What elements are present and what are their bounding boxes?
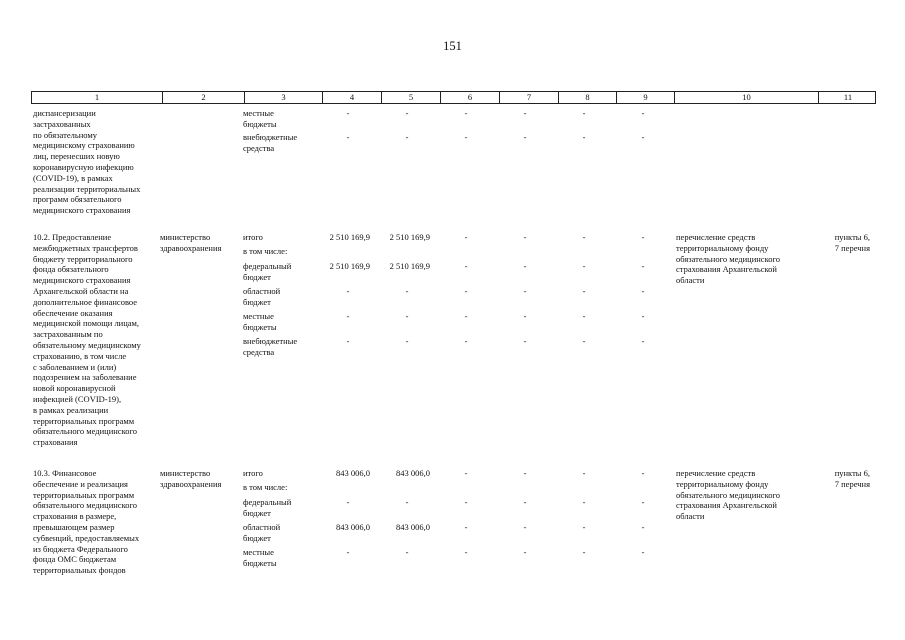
dash-cell: -	[405, 286, 409, 296]
amount-cell: 2 510 169,9	[389, 232, 430, 242]
executor-line: министерство	[160, 468, 211, 478]
dash-cell: -	[523, 132, 527, 142]
measure-name-line: в рамках реализации	[33, 404, 109, 415]
measure-name-line: 10.3. Финансовое	[33, 468, 97, 478]
dash-cell: -	[464, 547, 468, 557]
result-line: перечисление средств	[676, 468, 756, 478]
measure-name-line: застрахованным по	[33, 329, 103, 340]
dash-cell: -	[464, 336, 468, 346]
dash-cell: -	[582, 497, 586, 507]
dash-cell: -	[582, 261, 586, 271]
measure-name-line: обязательного медицинского	[33, 426, 138, 437]
dash-cell: -	[346, 547, 350, 557]
result-line: страхования Архангельской	[676, 500, 777, 511]
dash-cell: -	[582, 232, 586, 242]
dash-cell: -	[464, 108, 468, 118]
measure-name-line: медицинского страхования	[33, 205, 131, 216]
result-line: обязательного медицинского	[676, 489, 781, 500]
dash-cell: -	[405, 547, 409, 557]
measure-name-line: коронавирусную инфекцию	[33, 162, 134, 172]
measure-name-line: территориальных фондов	[33, 565, 126, 576]
dash-cell: -	[346, 132, 350, 142]
measure-name-line: инфекцией (COVID-19),	[33, 394, 122, 404]
result-line: области	[676, 511, 705, 522]
dash-cell: -	[405, 311, 409, 321]
dash-cell: -	[582, 311, 586, 321]
amount-cell: 843 006,0	[336, 468, 370, 478]
dash-cell: -	[405, 108, 409, 118]
result-line: перечисление средств	[676, 232, 756, 242]
measure-name-line: территориальных программ	[33, 415, 135, 426]
measure-name-line: дополнительное финансовое	[33, 296, 138, 307]
measure-name-line: реализации территориальных	[33, 183, 141, 194]
dash-cell: -	[582, 286, 586, 296]
column-header-11: 11	[818, 92, 877, 103]
column-header-5: 5	[381, 92, 440, 103]
dash-cell: -	[523, 286, 527, 296]
funding-source-line: бюджеты	[243, 118, 277, 129]
dash-cell: -	[346, 497, 350, 507]
measure-name-line: бюджету территориального	[33, 253, 133, 264]
dash-cell: -	[641, 286, 645, 296]
reference-line: 7 перечня	[834, 478, 870, 489]
result-line: области	[676, 275, 705, 286]
funding-source-line: внебюджетные	[243, 132, 298, 142]
dash-cell: -	[464, 261, 468, 271]
funding-source-line: местные	[243, 547, 274, 557]
dash-cell: -	[641, 132, 645, 142]
amount-cell: 2 510 169,9	[329, 232, 370, 242]
measure-name-line: медицинской помощи лицам,	[33, 318, 140, 329]
page-number: 151	[443, 39, 462, 53]
dash-cell: -	[464, 232, 468, 242]
executor-line: здравоохранения	[160, 478, 222, 489]
amount-cell: 2 510 169,9	[329, 261, 370, 271]
dash-cell: -	[464, 468, 468, 478]
column-header-4: 4	[322, 92, 381, 103]
reference-line: пункты 6,	[834, 232, 870, 242]
funding-source-line: бюджет	[243, 296, 271, 307]
funding-source-line: бюджеты	[243, 321, 277, 332]
column-header-3: 3	[244, 92, 322, 103]
dash-cell: -	[405, 336, 409, 346]
measure-name-line: территориальных программ	[33, 489, 135, 500]
funding-source-line: средства	[243, 142, 275, 153]
funding-source-line: федеральный	[243, 497, 292, 507]
measure-name-line: обеспечение оказания	[33, 307, 113, 318]
dash-cell: -	[346, 108, 350, 118]
funding-source-line: областной	[243, 286, 281, 296]
column-header-1: 1	[94, 92, 100, 102]
dash-cell: -	[641, 497, 645, 507]
result-line: территориальному фонду	[676, 478, 769, 489]
measure-name-line: субвенций, предоставляемых	[33, 532, 140, 543]
dash-cell: -	[582, 336, 586, 346]
dash-cell: -	[523, 108, 527, 118]
measure-name-line: медицинского страхования	[33, 275, 131, 286]
measure-name-line: диспансеризации	[33, 108, 96, 118]
dash-cell: -	[405, 132, 409, 142]
dash-cell: -	[582, 132, 586, 142]
measure-name-line: подозрением на заболевание	[33, 372, 137, 383]
column-header-9: 9	[616, 92, 674, 103]
funding-source-line: местные	[243, 108, 274, 118]
measure-name-line: медицинскому страхованию	[33, 140, 135, 151]
dash-cell: -	[346, 311, 350, 321]
column-header-10: 10	[674, 92, 818, 103]
measure-name-line: Архангельской области на	[33, 286, 129, 296]
dash-cell: -	[641, 522, 645, 532]
reference-line: пункты 6,	[834, 468, 870, 478]
amount-cell: 843 006,0	[396, 468, 430, 478]
measure-name-line: обязательному медицинскому	[33, 340, 141, 350]
dash-cell: -	[523, 468, 527, 478]
dash-cell: -	[641, 108, 645, 118]
amount-cell: 843 006,0	[396, 522, 430, 532]
result-line: обязательного медицинского	[676, 253, 781, 264]
measure-name-line: обеспечение и реализация	[33, 478, 128, 489]
dash-cell: -	[464, 311, 468, 321]
amount-cell: 2 510 169,9	[389, 261, 430, 271]
funding-source-line: итого	[243, 232, 263, 242]
dash-cell: -	[405, 497, 409, 507]
dash-cell: -	[346, 286, 350, 296]
dash-cell: -	[523, 522, 527, 532]
table-header-row	[31, 91, 876, 104]
funding-source-line: федеральный	[243, 261, 292, 271]
dash-cell: -	[641, 336, 645, 346]
funding-source-line: бюджет	[243, 532, 271, 543]
measure-name-line: страхования в размере,	[33, 511, 117, 522]
measure-name-line: застрахованных	[33, 118, 91, 129]
dash-cell: -	[641, 232, 645, 242]
executor-line: министерство	[160, 232, 211, 242]
measure-name-line: с заболеванием и (или)	[33, 361, 117, 372]
dash-cell: -	[464, 286, 468, 296]
funding-source-line: внебюджетные	[243, 336, 298, 346]
dash-cell: -	[582, 108, 586, 118]
measure-name-line: программ обязательного	[33, 194, 122, 205]
dash-cell: -	[582, 522, 586, 532]
measure-name-line: лиц, перенесших новую	[33, 151, 120, 162]
dash-cell: -	[523, 311, 527, 321]
dash-cell: -	[523, 547, 527, 557]
dash-cell: -	[523, 232, 527, 242]
measure-name-line: страхования	[33, 437, 78, 448]
dash-cell: -	[582, 468, 586, 478]
dash-cell: -	[641, 547, 645, 557]
dash-cell: -	[641, 468, 645, 478]
reference-line: 7 перечня	[834, 242, 870, 253]
funding-source-line: итого	[243, 468, 263, 478]
dash-cell: -	[523, 336, 527, 346]
funding-source-line: в том числе:	[243, 482, 288, 492]
amount-cell: 843 006,0	[336, 522, 370, 532]
dash-cell: -	[464, 497, 468, 507]
measure-name-line: 10.2. Предоставление	[33, 232, 112, 242]
executor-line: здравоохранения	[160, 242, 222, 253]
measure-name-line: обязательного медицинского	[33, 500, 138, 511]
measure-name-line: превышающем размер	[33, 522, 115, 532]
funding-source-line: областной	[243, 522, 281, 532]
dash-cell: -	[641, 261, 645, 271]
funding-source-line: средства	[243, 346, 275, 357]
measure-name-line: межбюджетных трансфертов	[33, 242, 138, 253]
column-header-2: 2	[162, 92, 244, 103]
column-header-6: 6	[440, 92, 499, 103]
column-header-7: 7	[499, 92, 558, 103]
dash-cell: -	[641, 311, 645, 321]
dash-cell: -	[523, 261, 527, 271]
result-line: территориальному фонду	[676, 242, 769, 253]
measure-name-line: страхованию, в том числе	[33, 350, 127, 361]
result-line: страхования Архангельской	[676, 264, 777, 275]
funding-source-line: бюджет	[243, 271, 271, 282]
dash-cell: -	[523, 497, 527, 507]
funding-source-line: бюджет	[243, 507, 271, 518]
funding-source-line: бюджеты	[243, 557, 277, 568]
measure-name-line: (COVID-19), в рамках	[33, 172, 113, 183]
measure-name-line: фонда ОМС бюджетам	[33, 554, 117, 565]
funding-source-line: местные	[243, 311, 274, 321]
dash-cell: -	[464, 132, 468, 142]
dash-cell: -	[582, 547, 586, 557]
funding-source-line: в том числе:	[243, 246, 288, 256]
measure-name-line: новой коронавирусной	[33, 383, 116, 394]
dash-cell: -	[464, 522, 468, 532]
dash-cell: -	[346, 336, 350, 346]
measure-name-line: из бюджета Федерального	[33, 543, 128, 554]
column-header-8: 8	[558, 92, 616, 103]
measure-name-line: фонда обязательного	[33, 264, 109, 275]
measure-name-line: по обязательному	[33, 129, 97, 140]
